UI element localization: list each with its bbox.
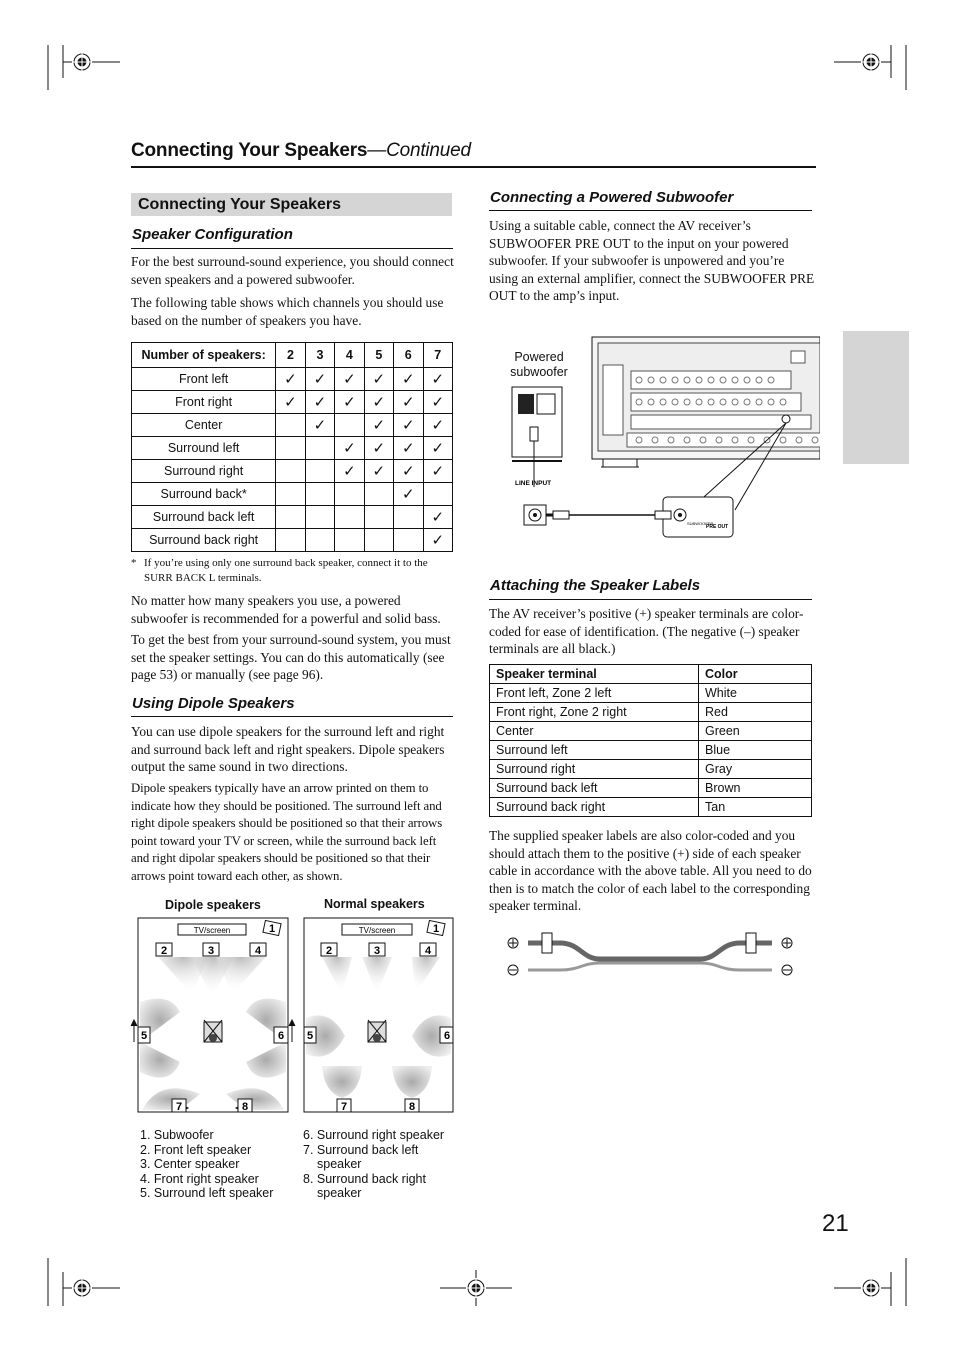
check-cell: [335, 529, 364, 552]
legend-item: 4. Front right speaker: [140, 1171, 259, 1186]
check-cell: [364, 483, 393, 506]
pre-out-label: PRE OUT: [706, 524, 729, 530]
table-header-cell: 3: [305, 343, 334, 368]
check-cell: ✓: [423, 414, 453, 437]
check-cell: [305, 506, 334, 529]
paragraph: The following table shows which channels you should use based on the number of speakers you have.: [131, 295, 444, 328]
number-tag: 3: [207, 945, 215, 957]
check-cell: ✓: [423, 437, 453, 460]
check-cell: ✓: [335, 391, 364, 414]
listener-icon: [204, 1020, 222, 1042]
table-row: [132, 483, 453, 506]
normal-label: Normal speakers: [324, 897, 425, 911]
row-label: Surround left: [132, 437, 276, 460]
number-tag: 8: [241, 1101, 249, 1113]
check-cell: ✓: [364, 368, 393, 391]
check-cell: [394, 506, 423, 529]
legend-item: speaker: [317, 1157, 362, 1171]
table-row: [490, 779, 812, 798]
subwoofer-cabinet: [512, 387, 562, 461]
number-tag: 3: [373, 945, 381, 957]
check-cell: [423, 483, 453, 506]
check-cell: ✓: [364, 460, 393, 483]
number-tag: 6: [443, 1030, 451, 1042]
speaker-cable-illustration: [500, 925, 800, 985]
number-tag: [427, 920, 445, 935]
check-cell: ✓: [394, 391, 423, 414]
legend-item: 2. Front left speaker: [140, 1142, 252, 1157]
table-row: [132, 391, 453, 414]
legend-item: 1. Subwoofer: [140, 1128, 214, 1142]
svg-text:1: 1: [268, 923, 276, 935]
subwoofer-connection-diagram: [505, 335, 820, 545]
table-header-cell: Color: [699, 665, 812, 684]
table-header-cell: 7: [423, 343, 453, 368]
svg-text:1: 1: [432, 923, 440, 935]
paragraph: The supplied speaker labels are also color-coded and you should attach them to the positive (+) side of each speaker cable in accordance with the above table. All you need to do then is to match the color of each label to the corresponding speaker terminal.: [489, 828, 812, 914]
paragraph: No matter how many speakers you use, a powered subwoofer is recommended for a powerful and solid bass.: [131, 593, 441, 626]
table-row: [490, 760, 812, 779]
tv-label: TV/screen: [358, 926, 396, 935]
table-row: [132, 506, 453, 529]
table-row: [132, 368, 453, 391]
speaker-fan: [322, 957, 352, 994]
check-cell: ✓: [423, 506, 453, 529]
check-cell: ✓: [394, 368, 423, 391]
check-cell: ✓: [423, 368, 453, 391]
speaker-fan: [226, 1088, 284, 1110]
check-cell: [305, 437, 334, 460]
page-title-suffix: —Continued: [367, 140, 471, 161]
subwoofer-heading: Connecting a Powered Subwoofer: [490, 189, 734, 206]
number-tag: 2: [160, 945, 168, 957]
check-cell: ✓: [423, 460, 453, 483]
title-rule: [131, 166, 816, 168]
legend-item: speaker: [317, 1186, 362, 1200]
speaker-fan: [142, 1088, 200, 1110]
table-cell: Red: [699, 703, 812, 722]
check-cell: ✓: [364, 391, 393, 414]
paragraph: To get the best from your surround-sound system, you must set the speaker settings. You can do this automatically (see page 53) or manually (see page 96).: [131, 632, 451, 683]
number-tag: 7: [175, 1101, 183, 1113]
table-row: [490, 798, 812, 817]
table-cell: Center: [490, 722, 699, 741]
table-row: [490, 741, 812, 760]
check-cell: [305, 460, 334, 483]
row-label: Surround back left: [132, 506, 276, 529]
check-cell: [276, 506, 305, 529]
table-row: [490, 722, 812, 741]
line-input-label: LINE INPUT: [515, 480, 552, 487]
check-cell: ✓: [394, 483, 423, 506]
number-tag: 5: [306, 1030, 314, 1042]
label-line: subwoofer: [510, 365, 568, 379]
speaker-config-table: [131, 342, 453, 552]
table-row: [132, 414, 453, 437]
row-label: Center: [132, 414, 276, 437]
check-cell: ✓: [305, 414, 334, 437]
legend-item: 8. Surround back right: [303, 1171, 426, 1186]
section-title-box: [131, 193, 452, 216]
paragraph: For the best surround-sound experience, you should connect seven speakers and a powered subwoofer.: [131, 254, 454, 287]
table-header-cell: 5: [364, 343, 393, 368]
check-cell: ✓: [423, 391, 453, 414]
check-cell: [276, 460, 305, 483]
paragraph: The AV receiver’s positive (+) speaker terminals are color-coded for ease of identification. (The negative (–) speaker terminals are all black.): [489, 606, 804, 657]
table-header-cell: Number of speakers:: [132, 343, 276, 368]
listener-icon: [368, 1020, 386, 1042]
number-tag: 8: [408, 1101, 416, 1113]
number-tag: 2: [325, 945, 333, 957]
table-cell: Surround back right: [490, 798, 699, 817]
heading-rule: [489, 599, 812, 600]
receiver-back-panel: [592, 337, 820, 467]
check-cell: [276, 437, 305, 460]
number-tag: 7: [340, 1101, 348, 1113]
row-label: Surround back right: [132, 529, 276, 552]
speaker-fan: [140, 1042, 180, 1078]
speaker-fan: [322, 1066, 362, 1098]
check-cell: ✓: [305, 368, 334, 391]
heading-rule: [131, 248, 453, 249]
table-cell: Surround left: [490, 741, 699, 760]
check-cell: [276, 483, 305, 506]
row-label: Surround back*: [132, 483, 276, 506]
check-cell: ✓: [394, 414, 423, 437]
check-cell: [364, 506, 393, 529]
number-tag: 5: [140, 1030, 148, 1042]
speaker-fan: [412, 957, 440, 994]
check-cell: [276, 529, 305, 552]
row-label: Front right: [132, 391, 276, 414]
table-cell: Tan: [699, 798, 812, 817]
page-number: 21: [822, 1210, 849, 1237]
side-tab: [843, 331, 909, 464]
table-cell: Front right, Zone 2 right: [490, 703, 699, 722]
legend-item: 5. Surround left speaker: [140, 1186, 274, 1200]
table-row: [132, 529, 453, 552]
number-tag: [263, 920, 281, 935]
paragraph: Dipole speakers typically have an arrow printed on them to indicate how they should be positioned. The surround left and right dipole speakers should be positioned so that their arrows point toward your TV or screen, while the surround back left and right dipolar speakers should be positioned so that their arrows point toward each other, as shown.: [131, 781, 443, 883]
speaker-fan: [362, 957, 392, 994]
legend-left: [140, 1128, 273, 1201]
label-line: Powered: [514, 350, 564, 364]
table-cell: Surround right: [490, 760, 699, 779]
dipole-label: Dipole speakers: [165, 898, 261, 912]
table-cell: Brown: [699, 779, 812, 798]
dipole-heading: Using Dipole Speakers: [132, 695, 295, 712]
table-cell: Blue: [699, 741, 812, 760]
heading-rule: [489, 210, 812, 211]
legend-item: 6. Surround right speaker: [303, 1128, 445, 1142]
tv-label: TV/screen: [193, 926, 231, 935]
number-tag: 4: [254, 945, 262, 957]
table-header-cell: 6: [394, 343, 423, 368]
table-row: [490, 684, 812, 703]
table-header-cell: Speaker terminal: [490, 665, 699, 684]
page-title: [131, 140, 471, 162]
check-cell: [335, 506, 364, 529]
table-cell: Front left, Zone 2 left: [490, 684, 699, 703]
table-header-cell: 4: [335, 343, 364, 368]
color-table: [489, 664, 812, 817]
number-tag: 4: [424, 945, 432, 957]
check-cell: ✓: [364, 414, 393, 437]
table-cell: Gray: [699, 760, 812, 779]
table-cell: Green: [699, 722, 812, 741]
row-label: Front left: [132, 368, 276, 391]
check-cell: [364, 529, 393, 552]
check-cell: [335, 414, 364, 437]
labels-heading: Attaching the Speaker Labels: [490, 577, 701, 594]
paragraph: You can use dipole speakers for the surround left and right and surround back left and right speakers. Dipole speakers output the same sound in two directions.: [131, 724, 445, 775]
check-cell: ✓: [423, 529, 453, 552]
legend-right: [303, 1128, 444, 1201]
legend-item: 7. Surround back left: [303, 1142, 419, 1157]
check-cell: [305, 483, 334, 506]
legend-item: 3. Center speaker: [140, 1157, 240, 1171]
check-cell: [335, 483, 364, 506]
speaker-layout-diagrams: [130, 912, 460, 1122]
heading-rule: [131, 716, 453, 717]
row-label: Surround right: [132, 460, 276, 483]
check-cell: ✓: [305, 391, 334, 414]
check-cell: [305, 529, 334, 552]
footnote-mark: *: [131, 557, 137, 569]
page-title-text: Connecting Your Speakers: [131, 140, 368, 161]
check-cell: ✓: [394, 460, 423, 483]
speaker-fan: [246, 1042, 286, 1078]
check-cell: ✓: [335, 437, 364, 460]
check-cell: ✓: [364, 437, 393, 460]
footnote: If you’re using only one surround back speaker, connect it to the SURR BACK L terminals.: [144, 557, 428, 584]
speaker-fan: [392, 1066, 432, 1098]
table-cell: White: [699, 684, 812, 703]
number-tag: 6: [277, 1030, 285, 1042]
table-row: [490, 703, 812, 722]
check-cell: [394, 529, 423, 552]
check-cell: ✓: [276, 368, 305, 391]
speaker-config-heading: Speaker Configuration: [132, 226, 293, 243]
check-cell: [276, 414, 305, 437]
paragraph: Using a suitable cable, connect the AV receiver’s SUBWOOFER PRE OUT to the input on your powered subwoofer. If your subwoofer is unpowered and you’re using an external amplifier, connect the SUBWOOFER PRE OUT to the amp’s input.: [489, 218, 815, 304]
table-row: [132, 460, 453, 483]
check-cell: ✓: [394, 437, 423, 460]
check-cell: ✓: [335, 460, 364, 483]
table-row: [132, 437, 453, 460]
subwoofer-small-label: SUBWOOFER: [687, 521, 714, 526]
check-cell: ✓: [335, 368, 364, 391]
table-cell: Surround back left: [490, 779, 699, 798]
check-cell: ✓: [276, 391, 305, 414]
section-title: Connecting Your Speakers: [138, 196, 342, 213]
table-header-cell: 2: [276, 343, 305, 368]
